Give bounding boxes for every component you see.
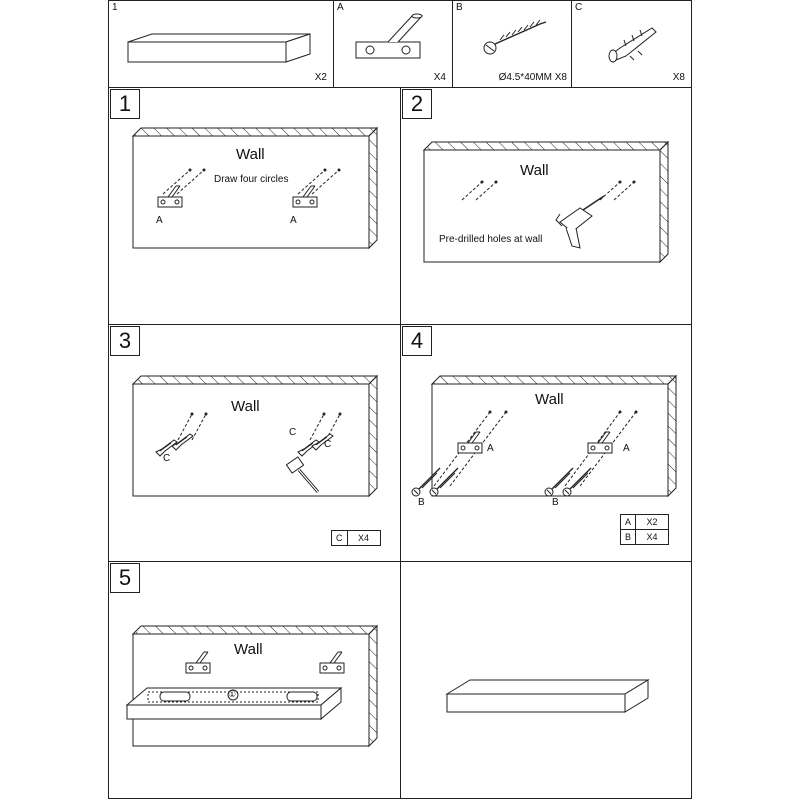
table-row [621,530,669,545]
part-tag: A [334,1,356,17]
screw-icon [484,20,546,54]
step-4-parts-table [620,514,669,545]
step-5-wall-label: Wall [234,641,263,658]
table-row [332,531,381,546]
table-cell-part: C [332,531,348,546]
step-4-screw-label-right: B [552,497,559,508]
step-3-wall-label: Wall [231,398,260,415]
table-cell-qty: X4 [636,530,669,545]
part-quantity: X4 [433,72,446,83]
step-5-number: 5 [110,563,140,593]
step-1-bracket-label-right: A [290,215,297,226]
part-tag: 1 [109,1,131,17]
shelf-board-icon [128,34,310,62]
part-tag: C [572,1,594,17]
step-4-bracket-label-right: A [623,443,630,454]
step-1-wall-label: Wall [236,146,265,163]
step-3-plug-label-left: C [163,453,171,464]
step-5-shelf-marker: ① [228,689,237,699]
finished-shelf-drawing [447,680,648,712]
step-3-number: 3 [110,326,140,356]
part-quantity: X8 [672,72,685,83]
table-cell-qty: X4 [347,531,380,546]
step-3-parts-table [331,530,381,546]
step-1-number: 1 [110,89,140,119]
wall-plug-icon [609,28,656,62]
table-row [621,515,669,530]
step-2-number: 2 [402,89,432,119]
part-tag: B [453,1,475,17]
step-1-note: Draw four circles [214,174,289,185]
step-4-number: 4 [402,326,432,356]
step-2-wall-label: Wall [520,162,549,179]
table-cell-part: B [621,530,636,545]
step-3-wall-drawing [133,376,377,496]
step-2-note: Pre-drilled holes at wall [439,234,543,245]
step-4-screw-label-left: B [418,497,425,508]
step-4-wall-label: Wall [535,391,564,408]
part-quantity: Ø4.5*40MM X8 [498,72,567,83]
step-1-bracket-label-left: A [156,215,163,226]
part-quantity: X2 [314,72,327,83]
bracket-icon [356,14,422,58]
step-3-plug-label-right-top: C [289,427,297,438]
table-cell-qty: X2 [636,515,669,530]
step-4-bracket-label-left: A [487,443,494,454]
step-3-plug-label-right: C [324,439,332,450]
table-cell-part: A [621,515,636,530]
